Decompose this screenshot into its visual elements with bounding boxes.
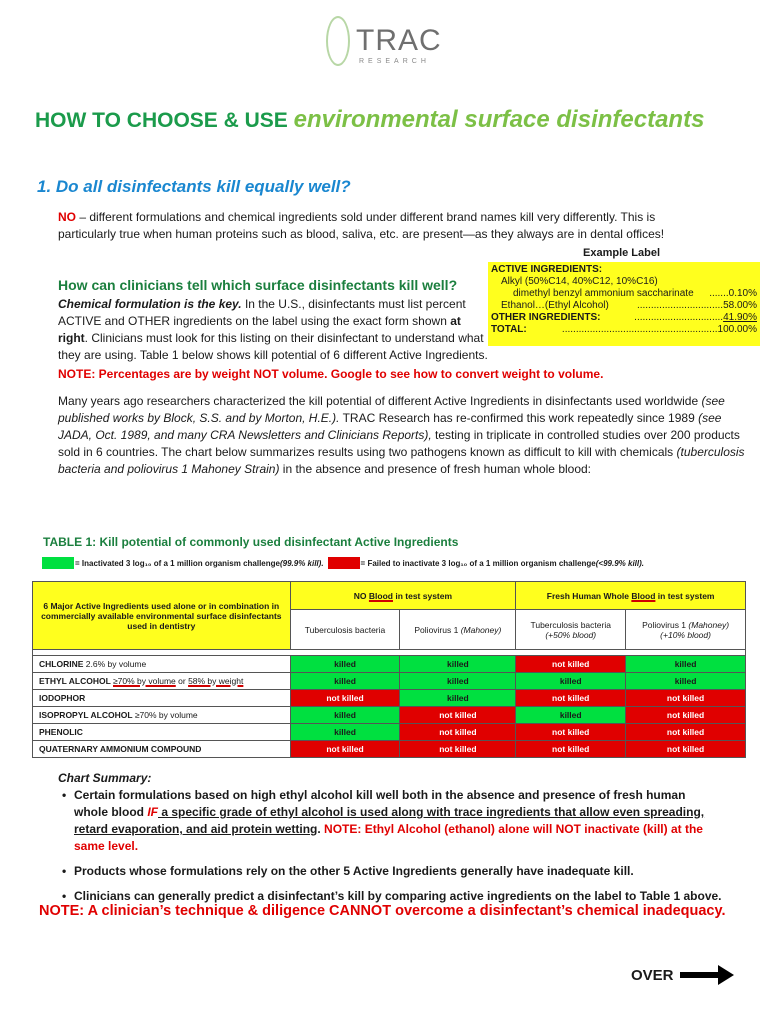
p3-c: TRAC Research has re-confirmed this work repeatedly since 1989 <box>339 411 699 425</box>
row-extra-u1: ≥70% by volume <box>113 676 176 686</box>
row-extra: ≥70% by volume <box>132 710 198 720</box>
example-label-title: Example Label <box>583 247 661 259</box>
p3-b: (see published works by Block, S.S. and by Morton, H.E.). <box>58 394 725 425</box>
table-cell: killed <box>516 673 626 690</box>
table-cell: not killed <box>516 690 626 707</box>
dmbas-line <box>491 288 757 300</box>
row-name-chlorine <box>33 656 291 673</box>
final-note: NOTE: A clinician’s technique & diligence CANNOT overcome a disinfectant’s chemical inadequacy. <box>39 903 726 919</box>
table-row <box>33 673 746 690</box>
table-cell: not killed <box>290 741 400 758</box>
row-extra: 2.6% by volume <box>83 659 147 669</box>
q2-text-1: In the U.S., disinfectants must list percent ACTIVE and OTHER ingredients on the label using the exact form shown <box>58 297 466 328</box>
table-row <box>33 707 746 724</box>
alkyl-line: Alkyl (50%C14, 40%C12, 10%C16) <box>501 276 658 287</box>
row-extra-mid: or <box>175 676 189 686</box>
example-label <box>488 262 760 346</box>
question-1-heading: 1. Do all disinfectants kill equally well? <box>37 177 351 196</box>
row-name: ISOPROPYL ALCOHOL <box>39 710 133 720</box>
other-name: OTHER INGREDIENTS: <box>491 312 601 323</box>
table-row <box>33 656 746 673</box>
p3-a: Many years ago researchers characterized the kill potential of different Active Ingredients in disinfectants used worldwide <box>58 394 702 408</box>
ethanol-dots: ............................... <box>636 300 724 311</box>
ethanol-value: 58.00% <box>723 300 757 311</box>
row-name-isopropyl <box>33 707 291 724</box>
table-row <box>33 690 746 707</box>
b1-b: a specific grade of ethyl alcohol is used along with trace ingredients that allow even spreading, retard evaporation, and aid protein wetting <box>74 805 705 836</box>
row-name-ethyl-alcohol <box>33 673 291 690</box>
over-label: OVER <box>631 966 674 984</box>
other-ingredients-line <box>491 312 757 324</box>
col4-italic: (Mahoney) <box>688 619 730 630</box>
table-cell: not killed <box>400 724 516 741</box>
table-corner-header: 6 Major Active Ingredients used alone or in combination in commercially available environmental surface disinfectants used in dentistry <box>33 582 291 650</box>
b1-if: IF <box>147 805 158 819</box>
dmbas-value: 0.10% <box>728 288 757 299</box>
dmbas-name: dimethyl benzyl ammonium saccharinate <box>513 288 694 299</box>
col-header-tb-blood <box>516 610 626 650</box>
p3-f: (tuberculosis bacteria and poliovirus 1 Mahoney Strain) <box>58 445 745 476</box>
ethanol-name: Ethanol…(Ethyl Alcohol) <box>501 300 609 311</box>
arrow-right-icon <box>680 964 734 986</box>
table-cell: killed <box>290 673 400 690</box>
p3-d: (see JADA, Oct. 1989, and many CRA Newsletters and Clinicians Reports), <box>58 411 722 442</box>
page-title <box>35 106 755 134</box>
row-extra-u2: 58% by weight <box>188 676 244 686</box>
col4-text: Poliovirus 1 <box>642 619 689 630</box>
row-name: CHLORINE <box>39 659 84 669</box>
table-cell: killed <box>290 656 400 673</box>
summary-list <box>62 787 722 913</box>
q2-text-2: . Clinicians must look for this listing on their disinfectant to understand what <box>84 331 484 345</box>
table-cell: not killed <box>516 724 626 741</box>
total-line <box>491 324 757 336</box>
formulation-key: Chemical formulation is the key. <box>58 297 242 311</box>
legend-swatch-killed <box>42 557 74 569</box>
other-dots: ................................ <box>634 312 724 323</box>
logo-ring-icon <box>326 16 350 66</box>
table-row <box>33 741 746 758</box>
table-cell: not killed <box>626 707 746 724</box>
total-dots: ........................................................ <box>561 324 718 335</box>
table-cell: not killed <box>400 741 516 758</box>
research-paragraph <box>58 393 748 478</box>
row-name-iodophor: IODOPHOR <box>33 690 291 707</box>
blood-group-header <box>516 582 746 610</box>
table-cell: not killed <box>626 690 746 707</box>
group1-a: NO <box>353 590 369 601</box>
logo-subtitle: RESEARCH <box>359 58 430 65</box>
logo-word: TRAC <box>356 24 442 57</box>
table-legend <box>42 557 644 569</box>
title-part-2: environmental surface disinfectants <box>293 106 705 133</box>
active-ingredients-heading: ACTIVE INGREDIENTS: <box>491 264 603 275</box>
legend-swatch-not-killed <box>328 557 360 569</box>
table-cell: not killed <box>626 724 746 741</box>
table-cell: killed <box>516 707 626 724</box>
col3-italic: (+50% blood) <box>545 629 597 640</box>
legend-not-killed-text: = Failed to inactivate 3 log₁₀ of a 1 million organism challenge <box>360 558 596 568</box>
col-header-tb: Tuberculosis bacteria <box>290 610 400 650</box>
group2-a: Fresh Human Whole <box>546 590 632 601</box>
question-2-heading: How can clinicians tell which surface disinfectants kill well? <box>58 277 458 293</box>
list-item: • Products whose formulations rely on the other 5 Active Ingredients generally have inadequate kill. <box>62 863 722 880</box>
table-cell: killed <box>400 673 516 690</box>
table-cell: not killed <box>400 707 516 724</box>
group2-b: Blood <box>631 590 656 601</box>
over-indicator <box>631 964 734 986</box>
table-cell: killed <box>290 707 400 724</box>
group1-c: in test system <box>393 590 453 601</box>
question-2-text <box>58 296 488 347</box>
answer-text: – different formulations and chemical ingredients sold under different brand names kill very differently. This is particularly true when human proteins such as blood, saliva, etc. are present—as they always are in dental offices! <box>58 210 665 241</box>
b1-c: . <box>317 822 325 836</box>
percentages-note: NOTE: Percentages are by weight NOT volume. Google to see how to convert weight to volume. <box>58 367 604 381</box>
table-cell: killed <box>400 690 516 707</box>
p3-g: in the absence and presence of fresh human whole blood: <box>279 462 592 476</box>
b1-a: Certain formulations based on high ethyl alcohol kill well both in the absence and presence of fresh human whole blood <box>74 788 686 819</box>
total-value: 100.00% <box>717 324 757 335</box>
kill-potential-table <box>32 581 746 758</box>
question-1-answer <box>58 209 708 243</box>
p3-e: testing in triplicate in controlled studies over 200 products sold in 6 countries. The chart below summarizes results using two pathogens known as difficult to kill with chemicals <box>58 428 740 459</box>
table-cell: killed <box>626 673 746 690</box>
question-2-text-3: they are using. Table 1 below shows kill potential of 6 different Active Ingredients. <box>58 348 488 362</box>
table-title: TABLE 1: Kill potential of commonly used disinfectant Active Ingredients <box>43 535 459 549</box>
b1-note: NOTE: Ethyl Alcohol (ethanol) alone will NOT inactivate (kill) at the same level. <box>74 822 703 853</box>
ethanol-line <box>491 300 757 312</box>
chart-summary-title: Chart Summary: <box>58 771 152 785</box>
title-part-1: HOW TO CHOOSE & USE <box>35 109 294 132</box>
col2-text: Poliovirus 1 <box>414 624 461 635</box>
table-cell: killed <box>626 656 746 673</box>
table-cell: killed <box>290 724 400 741</box>
at-right: at right <box>58 314 461 345</box>
col3-text: Tuberculosis bacteria <box>530 619 611 630</box>
col2-italic: (Mahoney) <box>460 624 502 635</box>
col4-italic-2: (+10% blood) <box>660 629 711 640</box>
col-header-polio <box>400 610 516 650</box>
trac-logo <box>326 14 456 70</box>
col-header-polio-blood <box>626 610 746 650</box>
table-cell: killed <box>400 656 516 673</box>
other-value: 41.90% <box>723 312 757 323</box>
table-cell: not killed <box>626 741 746 758</box>
list-item: • Clinicians can generally predict a disinfectant’s kill by comparing active ingredients on the label to Table 1 above. <box>62 888 722 905</box>
group2-c: in test system <box>655 590 715 601</box>
row-name: ETHYL ALCOHOL <box>39 676 111 686</box>
answer-no: NO <box>58 210 76 224</box>
no-blood-group-header <box>290 582 516 610</box>
table-cell: not killed <box>516 656 626 673</box>
group1-b: Blood <box>368 590 393 601</box>
dmbas-dots: ....... <box>709 288 729 299</box>
row-name-quaternary: QUATERNARY AMMONIUM COMPOUND <box>33 741 291 758</box>
legend-killed-text: = Inactivated 3 log₁₀ of a 1 million organism challenge <box>75 558 280 568</box>
table-cell: not killed <box>290 690 400 707</box>
total-name: TOTAL: <box>491 324 527 335</box>
table-row <box>33 724 746 741</box>
table-cell: not killed <box>516 741 626 758</box>
list-item <box>62 787 722 855</box>
legend-not-killed-italic: (<99.9% kill). <box>595 558 644 568</box>
legend-killed-italic: (99.9% kill). <box>279 558 324 568</box>
row-name-phenolic: PHENOLIC <box>33 724 291 741</box>
